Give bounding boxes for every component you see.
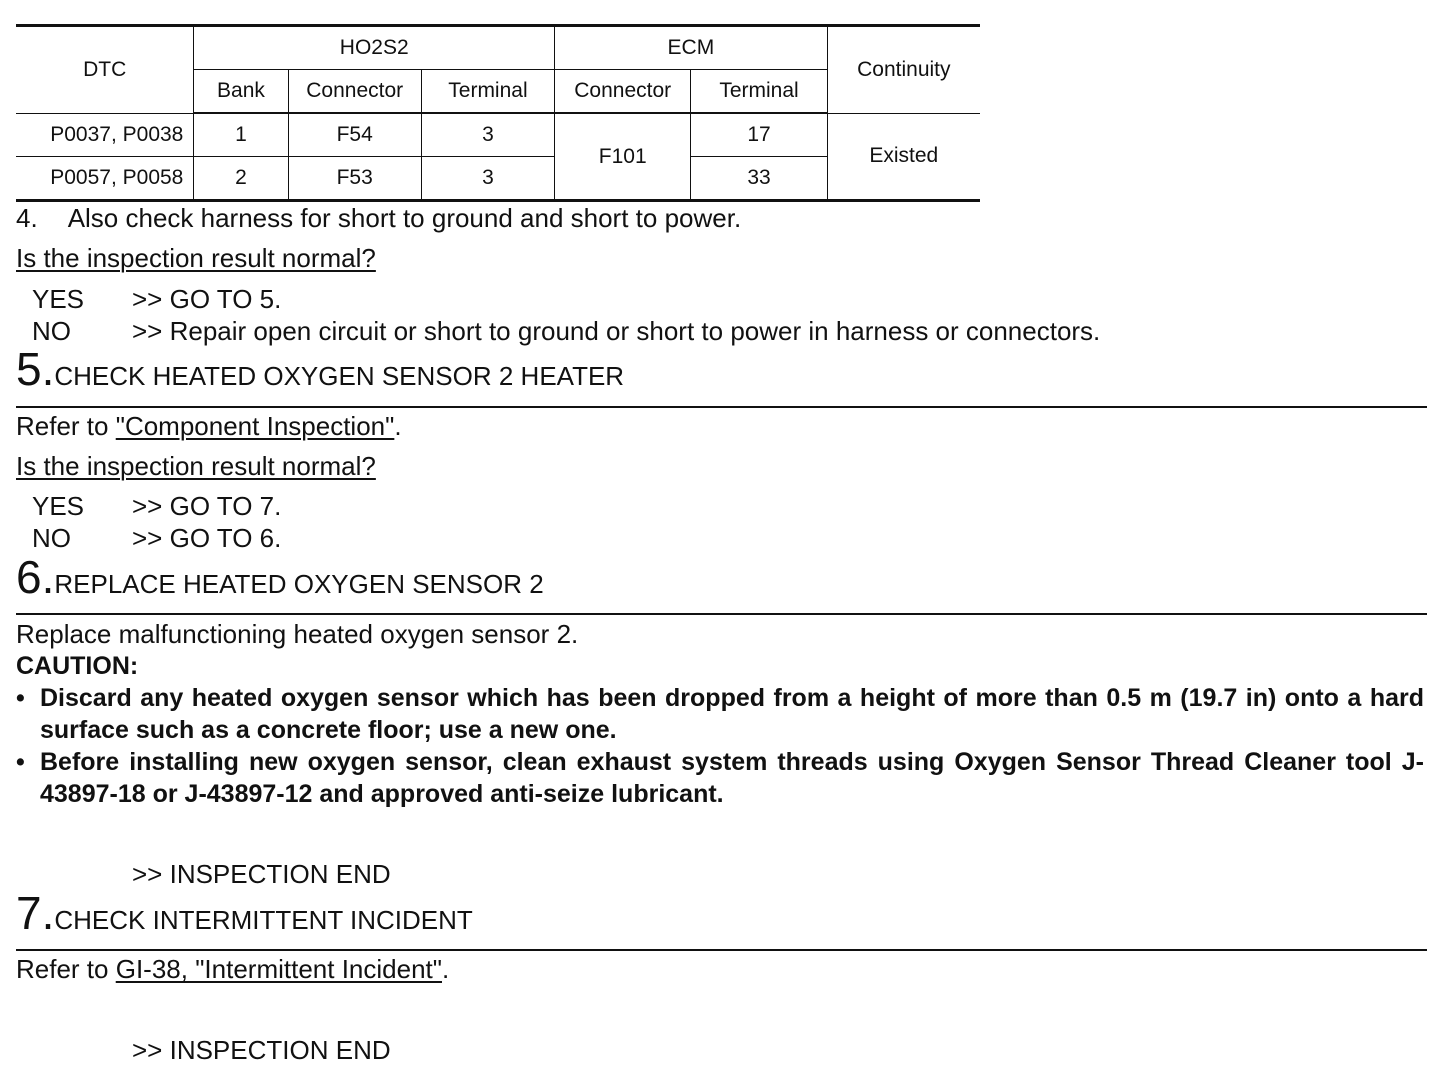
bullet-marker: • [16,748,25,776]
subheader-ho2s2-terminal: Terminal [421,70,554,114]
step4-yes-action: >> GO TO 5. [132,284,282,314]
step4-yes-label: YES [32,284,85,314]
step6-text: Replace malfunctioning heated oxygen sensor 2. [16,619,579,649]
step4-number: 4. [16,203,38,233]
cell-ecm-terminal: 33 [691,157,827,201]
header-continuity: Continuity [827,26,980,114]
header-ecm: ECM [555,26,828,70]
step7-number: 7. [16,887,55,939]
step5-yes-action: >> GO TO 7. [132,491,282,521]
caution-label: CAUTION: [16,652,139,680]
subheader-ecm-terminal: Terminal [691,70,827,114]
step4-no-action: >> Repair open circuit or short to ground or short to power in harness or connectors. [132,316,1101,346]
cell-connector: F54 [288,113,421,157]
cell-dtc: P0037, P0038 [16,113,194,157]
step7-end: >> INSPECTION END [132,1035,391,1065]
connector-continuity-table [16,24,980,202]
step6-heading [16,551,544,603]
step5-number: 5. [16,343,55,395]
step5-question: Is the inspection result normal? [16,451,376,481]
step5-refer-prefix: Refer to [16,411,116,441]
cell-ecm-terminal: 17 [691,113,827,157]
step4-instruction [16,202,741,234]
header-ho2s2: HO2S2 [194,26,555,70]
step4-no-label: NO [32,316,71,346]
step5-divider [16,406,1427,408]
step7-divider [16,949,1427,951]
step5-yes-label: YES [32,491,85,521]
cell-bank: 2 [194,157,288,201]
intermittent-incident-link[interactable]: GI-38, "Intermittent Incident" [115,954,442,984]
cell-terminal: 3 [421,113,554,157]
header-dtc: DTC [16,26,194,114]
bullet-marker: • [16,684,25,712]
cell-terminal: 3 [421,157,554,201]
subheader-ho2s2-connector: Connector [288,70,421,114]
cell-dtc: P0057, P0058 [16,157,194,201]
component-inspection-link[interactable]: "Component Inspection" [115,411,395,441]
step6-end: >> INSPECTION END [132,859,391,889]
caution-bullet-text: Before installing new oxygen sensor, clean exhaust system threads using Oxygen Sensor Thread Cleaner tool J-43897-18 or J-43897-12 and approved anti-seize lubricant. [40,748,1424,808]
step4-question: Is the inspection result normal? [16,243,376,273]
cell-continuity: Existed [827,113,980,201]
step5-title: CHECK HEATED OXYGEN SENSOR 2 HEATER [54,361,625,391]
step5-heading [16,343,625,395]
step6-title: REPLACE HEATED OXYGEN SENSOR 2 [54,569,544,599]
step7-refer [16,953,449,985]
subheader-bank: Bank [194,70,288,114]
step4-text: Also check harness for short to ground and short to power. [67,203,742,233]
caution-bullet-item [16,746,1424,810]
table-row [16,113,980,157]
cell-ecm-connector: F101 [555,113,691,201]
step7-refer-prefix: Refer to [16,954,116,984]
cell-bank: 1 [194,113,288,157]
step5-no-label: NO [32,523,71,553]
step7-title: CHECK INTERMITTENT INCIDENT [54,905,473,935]
caution-bullet-text: Discard any heated oxygen sensor which has been dropped from a height of more than 0.5 m (19.7 in) onto a hard surface such as a concrete floor; use a new one. [40,684,1424,744]
step6-divider [16,613,1427,615]
step5-refer [16,410,402,442]
step6-number: 6. [16,551,55,603]
cell-connector: F53 [288,157,421,201]
caution-bullet-item [16,682,1424,746]
subheader-ecm-connector: Connector [555,70,691,114]
step7-heading [16,887,473,939]
step5-no-action: >> GO TO 6. [132,523,282,553]
step7-refer-suffix: . [442,954,450,984]
step5-refer-suffix: . [394,411,402,441]
